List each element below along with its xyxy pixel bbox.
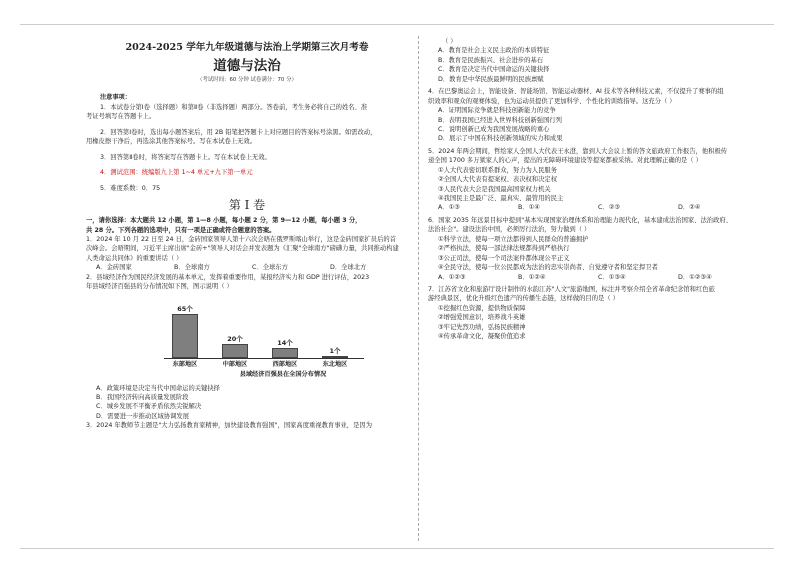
chart-category-label: 东部地区	[172, 360, 198, 368]
statement-item: ②增强爱国意识，培养战斗英雄	[438, 314, 526, 322]
chart-category-label: 中部地区	[222, 360, 248, 368]
question-1	[86, 235, 408, 273]
statement-item: ①挖掘红色资源，提供物质保障	[438, 304, 526, 312]
question-3-continued	[428, 37, 758, 84]
answer-blank: （ ）	[442, 38, 457, 45]
option-row	[86, 263, 408, 272]
statement-item: ②全国人大代表有提案权、表决权和决定权	[438, 176, 557, 184]
option-a[interactable]: A．教育是社会主义民主政治的本质特征	[438, 47, 550, 55]
left-column	[86, 38, 408, 431]
question-text: 6．国家 2035 年远景目标中提到"基本实现国家治理体系和治理能力现代化，基本建成法治国家、法治政府、	[428, 216, 732, 224]
option-a[interactable]: A．政策环境是决定当代中国命运的关键抉择	[96, 384, 220, 392]
statement-item: ③公正司法，使每一个司法案件都体现公平正义	[438, 254, 570, 262]
statement-item: ③人民代表大会是我国最高国家权力机关	[438, 185, 551, 193]
chart-category-label: 西部地区	[272, 360, 298, 368]
chart-value-label: 1个	[329, 346, 341, 355]
notice-item: 3．回答第Ⅱ卷时，将答案写在答题卡上。写在本试卷上无效。	[100, 153, 271, 161]
question-text: 游经典景区，优化升级红色遗产的传播生态链，这样做的目的是（ ）	[428, 295, 619, 303]
chart-value-label: 65个	[177, 304, 193, 313]
statement-item: ①科学立法，使每一项立法都得到人民群众的普遍拥护	[438, 235, 589, 243]
question-2	[86, 273, 408, 422]
question-text: 次峰会。会晤期间，习近平主席出席"金砖+"领导人对话会并发表题为《汇聚"全球南方"磅礴力量，共同推动构建	[86, 245, 399, 253]
subject-title: 道德与法治	[213, 58, 281, 74]
right-column	[428, 37, 758, 342]
question-text: 人类命运共同体》的重要讲话（ ）	[86, 254, 183, 262]
question-text: 3．2024 年教师节主题是"大力弘扬教育家精神，加快建设教育强国"，国家高度重视教育事业，是因为	[86, 422, 372, 430]
chart-value-label: 20个	[227, 335, 243, 344]
option-b[interactable]: B．我国经济转向高质量发展阶段	[96, 394, 189, 401]
chart-title: 县域经济百强县在全国分布情况	[239, 370, 327, 378]
option-d[interactable]: D．②④	[678, 204, 701, 212]
option-c[interactable]: C．说明创新已成为我国发展战略的重心	[438, 125, 550, 133]
question-6	[428, 216, 758, 282]
statement-item: ④我国民主是最广泛、最真实、最管用的民主	[438, 195, 564, 202]
option-a[interactable]: A．金砖国家	[96, 264, 132, 272]
option-d[interactable]: D．需要进一步推动区域协调发展	[96, 412, 190, 420]
option-d[interactable]: D．展示了中国在科技创新领域的实力和成果	[438, 135, 563, 143]
option-row	[428, 273, 758, 282]
chart-bar	[172, 314, 198, 358]
section-heading: 一，请你选择：本大题共 12 小题，第 1—8 小题，每小题 2 分，第 9—12 小题，每小题 3 分， 共 28 分。下列各题的选项中，只有一项是正确或符合题意的答案。	[86, 217, 362, 234]
option-b[interactable]: B．①②④	[518, 273, 546, 281]
chart-bar	[272, 348, 298, 357]
top-border	[20, 24, 774, 25]
option-a[interactable]: A．①②③	[438, 273, 466, 281]
chart-baseline	[164, 358, 364, 359]
notice-difficulty: 5．难度系数：0．75	[100, 184, 161, 192]
question-4	[428, 87, 758, 144]
question-text: 织效率和观众的观赛体验，也为运动员提供了更加科学、个性化的训练指导。这充分（ ）	[428, 97, 676, 105]
notice-scope: 4．测试范围：统编版九上第 1~4 单元+九下第一单元	[100, 169, 253, 177]
statement-item: ④传承革命文化，凝聚价值追求	[438, 333, 526, 341]
chart-category-label: 东北地区	[322, 360, 348, 368]
statement-item: ④全民守法，使每一位公民都成为法治的忠实崇尚者、自觉遵守者和坚定捍卫者	[438, 264, 658, 272]
option-a[interactable]: A．证明国际竞争就是科技创新能力的竞争	[438, 107, 556, 115]
option-c[interactable]: C．②③	[598, 204, 620, 212]
notice-item: 考证号填写在答题卡上。	[86, 113, 156, 121]
question-text: 7．江苏省文化和旅游厅设计制作的水韵江苏"人文"旅游地图，标注并考察介绍全省革命纪念馆和红色旅	[428, 285, 715, 293]
question-text: 递全国 1700 多万狱家人的心声，提出的无障碍环境建设等提案都被采纳。对此理解正确的是（ ）	[428, 157, 702, 165]
option-c[interactable]: C．城乡发展不平衡矛盾依然尖锐解决	[96, 403, 202, 411]
option-d[interactable]: D．教育是中华民族最鲜明的民族禀赋	[438, 75, 544, 83]
notice-heading: 注意事项：	[100, 94, 131, 101]
option-c[interactable]: C．教育是决定当代中国命运的关键抉择	[438, 66, 550, 74]
notice-item: 2．回答第Ⅰ卷时，选出每小题答案后，用 2B 铅笔把答题卡上对应题目的答案标号涂黑。如需改动，	[100, 128, 377, 136]
question-3	[86, 421, 408, 430]
option-c[interactable]: C．全球东方	[252, 264, 288, 272]
question-5	[428, 147, 758, 213]
county-distribution-chart	[164, 296, 384, 382]
chart-bar	[222, 344, 248, 358]
question-text: 4．在巴黎奥运会上，智能设备、智能场馆、智能运动器材、AI 技术等各种科技元素，不仅提升了赛事的组	[428, 88, 724, 96]
option-d[interactable]: D．全球北方	[330, 264, 367, 272]
question-text: 法治社会"。建设法治中国，必须厉行法治，努力做到（ ）	[428, 226, 591, 234]
bottom-border	[20, 548, 774, 549]
question-7	[428, 285, 758, 342]
option-a[interactable]: A．①③	[438, 204, 460, 212]
option-row	[428, 203, 758, 212]
option-b[interactable]: B．教育是民族振兴、社会进步的基石	[438, 56, 544, 64]
question-text: 年县域经济百强县的分布情况如下图，图示说明（ ）	[86, 283, 233, 291]
question-text: 2．县域经济作为国民经济发展的基本单元，发挥着重要作用，某报经济实力和 GDP 进行评估，2023	[86, 273, 370, 281]
option-c[interactable]: C．①③④	[598, 273, 626, 281]
option-b[interactable]: B．全球南方	[174, 264, 210, 272]
column-divider	[418, 36, 419, 541]
option-d[interactable]: D．①②③④	[678, 273, 712, 281]
exam-title: 2024-2025 学年九年级道德与法治上学期第三次月考卷	[125, 42, 369, 53]
notice-item: 用橡皮擦干净后，再选涂其他答案标号。写在本试卷上无效。	[86, 138, 257, 146]
notice-item: 1．本试卷分第Ⅰ卷（选择题）和第Ⅱ卷（非选择题）两部分。答卷前，考生务必将自己的姓名、准	[100, 104, 368, 111]
statement-item: ②严格执法，使每一部法律法规都得到严格执行	[438, 245, 570, 253]
volume-label: 第 Ⅰ 卷	[228, 198, 266, 213]
chart-value-label: 14个	[277, 339, 293, 348]
question-text: 5．2024 年两会期间，哲绘家人全国人大代表王永澄，靠到人大会议上暂的答文旅政府工作报告，他积极传	[428, 147, 728, 155]
option-b[interactable]: B．①④	[518, 204, 540, 212]
statement-item: ①人大代表密切联系群众，努力为人民服务	[438, 166, 557, 174]
option-b[interactable]: B．表明我国已经进入世界科技创新强国行列	[438, 116, 562, 124]
question-text: 1．2024 年 10 月 22 日至 24 日，金砖国家领导人第十六次会晤在俄罗斯喀山举行，这是金砖国家扩员后的首	[86, 235, 396, 243]
statement-item: ③牢记先烈功绩，弘扬民族精神	[438, 323, 526, 331]
notice-list	[86, 103, 408, 193]
exam-meta: （考试时间：60 分钟 试卷满分：70 分）	[197, 77, 297, 83]
